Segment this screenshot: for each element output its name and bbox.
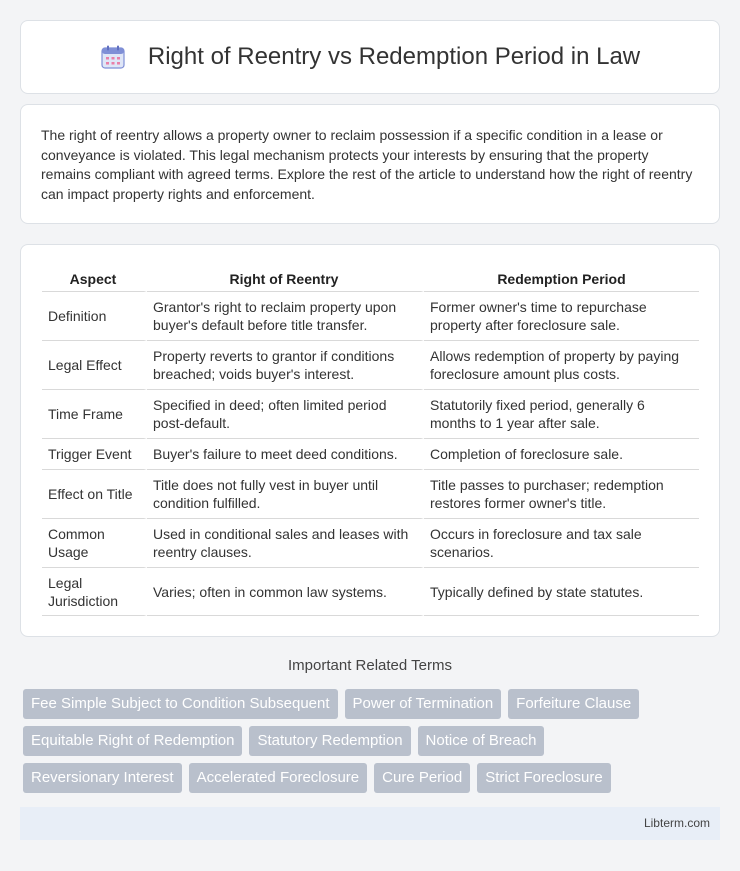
related-term-tag[interactable]: Equitable Right of Redemption <box>23 726 242 756</box>
header-right-of-reentry: Right of Reentry <box>147 267 424 291</box>
table-cell: Property reverts to grantor if conditions breached; voids buyer's interest. <box>147 340 424 389</box>
related-term-tag[interactable]: Strict Foreclosure <box>477 763 611 793</box>
header-aspect: Aspect <box>42 267 147 291</box>
table-row <box>42 291 699 340</box>
table-cell: Allows redemption of property by paying foreclosure amount plus costs. <box>424 340 699 389</box>
related-term-tag[interactable]: Notice of Breach <box>418 726 545 756</box>
table-row <box>42 389 699 438</box>
table-row <box>42 567 699 616</box>
comparison-table <box>42 267 699 616</box>
related-term-tag[interactable]: Accelerated Foreclosure <box>189 763 368 793</box>
table-cell: Typically defined by state statutes. <box>424 567 699 616</box>
table-cell: Specified in deed; often limited period post-default. <box>147 389 424 438</box>
title-card <box>20 20 720 94</box>
related-term-tag[interactable]: Cure Period <box>374 763 470 793</box>
table-cell: Buyer's failure to meet deed conditions. <box>147 438 424 469</box>
page-title: Right of Reentry vs Redemption Period in Law <box>147 43 641 70</box>
table-cell: Title does not fully vest in buyer until condition fulfilled. <box>147 469 424 518</box>
table-cell: Former owner's time to repurchase property after foreclosure sale. <box>424 291 699 340</box>
table-cell: Occurs in foreclosure and tax sale scenarios. <box>424 518 699 567</box>
related-terms-title: Important Related Terms <box>288 657 452 674</box>
intro-card <box>20 104 720 224</box>
table-cell: Common Usage <box>42 518 147 567</box>
footer-link[interactable]: Libterm.com <box>643 816 710 830</box>
footer <box>20 807 720 840</box>
table-cell: Grantor's right to reclaim property upon buyer's default before title transfer. <box>147 291 424 340</box>
related-term-tag[interactable]: Statutory Redemption <box>249 726 410 756</box>
intro-text: The right of reentry allows a property owner to reclaim possession if a specific condition in a lease or conveyance is violated. This legal mechanism protects your interests by ensuring that the property remains compliant with agreed terms. Explore the rest of the article to understand how the right of reentry can impact property rights and enforcement. <box>41 127 693 202</box>
table-cell: Legal Jurisdiction <box>42 567 147 616</box>
tag-row <box>23 763 723 793</box>
table-cell: Legal Effect <box>42 340 147 389</box>
table-cell: Title passes to purchaser; redemption restores former owner's title. <box>424 469 699 518</box>
related-term-tag[interactable]: Fee Simple Subject to Condition Subsequent <box>23 689 338 719</box>
table-cell: Statutorily fixed period, generally 6 months to 1 year after sale. <box>424 389 699 438</box>
table-cell: Varies; often in common law systems. <box>147 567 424 616</box>
header-redemption-period: Redemption Period <box>497 271 626 287</box>
table-row <box>42 518 699 567</box>
related-term-tag[interactable]: Forfeiture Clause <box>508 689 639 719</box>
table-row <box>42 340 699 389</box>
related-terms <box>23 689 723 800</box>
table-row <box>42 438 699 469</box>
table-cell: Completion of foreclosure sale. <box>424 438 699 469</box>
table-cell: Used in conditional sales and leases with reentry clauses. <box>147 518 424 567</box>
tag-row <box>23 689 723 719</box>
tag-row <box>23 726 723 756</box>
calendar-icon <box>100 44 126 70</box>
comparison-card <box>20 244 720 637</box>
related-term-tag[interactable]: Power of Termination <box>345 689 502 719</box>
table-cell: Effect on Title <box>42 469 147 518</box>
table-cell: Trigger Event <box>42 438 147 469</box>
table-cell: Time Frame <box>42 389 147 438</box>
table-cell: Definition <box>42 291 147 340</box>
table-row <box>42 469 699 518</box>
related-term-tag[interactable]: Reversionary Interest <box>23 763 182 793</box>
